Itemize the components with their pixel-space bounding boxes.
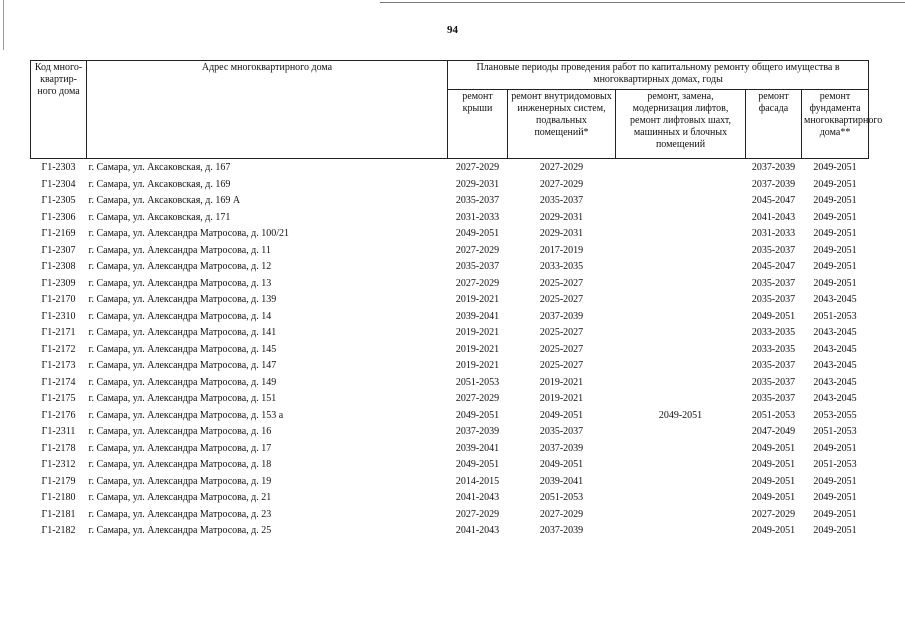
building-code-cell: Г1-2174 [41, 376, 76, 388]
address-cell: г. Самара, ул. Александра Матросова, д. 25 [88, 525, 272, 537]
address-cell: г. Самара, ул. Аксаковская, д. 169 А [88, 195, 241, 207]
systems-period-cell: 2039-2041 [539, 475, 584, 487]
building-code-cell: Г1-2312 [41, 459, 76, 471]
building-code-cell: Г1-2181 [41, 508, 76, 520]
header-planned-periods: Плановые периоды проведения работ по капитальному ремонту общего имущества в многоквартирных домах, годы [448, 61, 869, 90]
table-row [31, 177, 869, 194]
lifts-period-cell [616, 375, 746, 392]
table-row [31, 342, 869, 359]
lifts-period-cell [616, 523, 746, 540]
building-code-cell: Г1-2180 [41, 492, 76, 504]
roof-period-cell: 2049-2051 [455, 228, 500, 240]
lifts-period-cell [616, 490, 746, 507]
facade-period-cell: 2027-2029 [751, 508, 796, 520]
lifts-period-cell: 2049-2051 [658, 409, 703, 421]
systems-period-cell: 2037-2039 [539, 310, 584, 322]
table-row [31, 309, 869, 326]
systems-period-cell: 2027-2029 [539, 178, 584, 190]
facade-period-cell: 2035-2037 [751, 393, 796, 405]
systems-period-cell: 2019-2021 [539, 376, 584, 388]
address-cell: г. Самара, ул. Александра Матросова, д. 23 [88, 508, 272, 520]
systems-period-cell: 2029-2031 [539, 228, 584, 240]
roof-period-cell: 2051-2053 [455, 376, 500, 388]
lifts-period-cell [616, 391, 746, 408]
facade-period-cell: 2045-2047 [751, 195, 796, 207]
foundation-period-cell: 2043-2045 [813, 376, 857, 388]
table-row [31, 457, 869, 474]
systems-period-cell: 2029-2031 [539, 211, 584, 223]
facade-period-cell: 2049-2051 [751, 310, 796, 322]
address-cell: г. Самара, ул. Александра Матросова, д. 14 [88, 310, 272, 322]
systems-period-cell: 2035-2037 [539, 195, 584, 207]
table-row [31, 243, 869, 260]
table-row [31, 276, 869, 293]
roof-period-cell: 2037-2039 [455, 426, 500, 438]
table-row [31, 507, 869, 524]
lifts-period-cell [616, 309, 746, 326]
table-row [31, 226, 869, 243]
lifts-period-cell [616, 325, 746, 342]
building-code-cell: Г1-2172 [41, 343, 76, 355]
building-code-cell: Г1-2179 [41, 475, 76, 487]
roof-period-cell: 2031-2033 [455, 211, 500, 223]
facade-period-cell: 2051-2053 [751, 409, 796, 421]
facade-period-cell: 2035-2037 [751, 277, 796, 289]
roof-period-cell: 2027-2029 [455, 277, 500, 289]
foundation-period-cell: 2043-2045 [813, 327, 857, 339]
roof-period-cell: 2049-2051 [455, 459, 500, 471]
table-body [31, 159, 869, 540]
foundation-period-cell: 2049-2051 [813, 442, 857, 454]
building-code-cell: Г1-2171 [41, 327, 76, 339]
header-engineering-systems-repair: ремонт внутридомовых инженерных систем, подвальных помещений* [508, 90, 616, 159]
foundation-period-cell: 2049-2051 [813, 162, 857, 174]
foundation-period-cell: 2051-2053 [813, 459, 857, 471]
building-code-cell: Г1-2176 [41, 409, 76, 421]
lifts-period-cell [616, 358, 746, 375]
roof-period-cell: 2019-2021 [455, 343, 500, 355]
table-row [31, 259, 869, 276]
systems-period-cell: 2017-2019 [539, 244, 584, 256]
lifts-period-cell [616, 457, 746, 474]
address-cell: г. Самара, ул. Александра Матросова, д. 139 [88, 294, 277, 306]
foundation-period-cell: 2053-2055 [813, 409, 857, 421]
lifts-period-cell [616, 210, 746, 227]
systems-period-cell: 2033-2035 [539, 261, 584, 273]
systems-period-cell: 2051-2053 [539, 492, 584, 504]
foundation-period-cell: 2051-2053 [813, 310, 857, 322]
facade-period-cell: 2037-2039 [751, 162, 796, 174]
building-code-cell: Г1-2311 [41, 426, 76, 438]
systems-period-cell: 2025-2027 [539, 294, 584, 306]
address-cell: г. Самара, ул. Александра Матросова, д. 16 [88, 426, 272, 438]
facade-period-cell: 2033-2035 [751, 343, 796, 355]
lifts-period-cell [616, 243, 746, 260]
foundation-period-cell: 2049-2051 [813, 228, 857, 240]
address-cell: г. Самара, ул. Александра Матросова, д. 145 [88, 343, 277, 355]
address-cell: г. Самара, ул. Александра Матросова, д. 141 [88, 327, 277, 339]
foundation-period-cell: 2049-2051 [813, 211, 857, 223]
facade-period-cell: 2035-2037 [751, 294, 796, 306]
roof-period-cell: 2035-2037 [455, 261, 500, 273]
table-row [31, 358, 869, 375]
facade-period-cell: 2035-2037 [751, 360, 796, 372]
facade-period-cell: 2047-2049 [751, 426, 796, 438]
facade-period-cell: 2037-2039 [751, 178, 796, 190]
systems-period-cell: 2037-2039 [539, 525, 584, 537]
roof-period-cell: 2019-2021 [455, 327, 500, 339]
address-cell: г. Самара, ул. Аксаковская, д. 171 [88, 211, 231, 223]
building-code-cell: Г1-2170 [41, 294, 76, 306]
facade-period-cell: 2049-2051 [751, 442, 796, 454]
roof-period-cell: 2039-2041 [455, 310, 500, 322]
foundation-period-cell: 2051-2053 [813, 426, 857, 438]
roof-period-cell: 2019-2021 [455, 294, 500, 306]
roof-period-cell: 2035-2037 [455, 195, 500, 207]
facade-period-cell: 2045-2047 [751, 261, 796, 273]
building-code-cell: Г1-2182 [41, 525, 76, 537]
building-code-cell: Г1-2304 [41, 178, 76, 190]
lifts-period-cell [616, 159, 746, 177]
roof-period-cell: 2029-2031 [455, 178, 500, 190]
systems-period-cell: 2025-2027 [539, 343, 584, 355]
table-row [31, 408, 869, 425]
foundation-period-cell: 2043-2045 [813, 343, 857, 355]
foundation-period-cell: 2049-2051 [813, 244, 857, 256]
address-cell: г. Самара, ул. Александра Матросова, д. 149 [88, 376, 277, 388]
building-code-cell: Г1-2305 [41, 195, 76, 207]
address-cell: г. Самара, ул. Аксаковская, д. 167 [88, 162, 231, 174]
foundation-period-cell: 2049-2051 [813, 195, 857, 207]
roof-period-cell: 2014-2015 [455, 475, 500, 487]
building-code-cell: Г1-2310 [41, 310, 76, 322]
table-row [31, 474, 869, 491]
systems-period-cell: 2025-2027 [539, 327, 584, 339]
address-cell: г. Самара, ул. Александра Матросова, д. 153 а [88, 409, 284, 421]
facade-period-cell: 2049-2051 [751, 525, 796, 537]
table-row [31, 441, 869, 458]
roof-period-cell: 2019-2021 [455, 360, 500, 372]
table-row [31, 391, 869, 408]
address-cell: г. Самара, ул. Александра Матросова, д. 147 [88, 360, 277, 372]
address-cell: г. Самара, ул. Александра Матросова, д. 100/21 [88, 228, 290, 240]
lifts-period-cell [616, 193, 746, 210]
systems-period-cell: 2027-2029 [539, 162, 584, 174]
roof-period-cell: 2041-2043 [455, 492, 500, 504]
address-cell: г. Самара, ул. Александра Матросова, д. 21 [88, 492, 272, 504]
facade-period-cell: 2035-2037 [751, 244, 796, 256]
header-foundation-repair: ремонт фундамента многоквартирного дома** [802, 90, 869, 159]
lifts-period-cell [616, 292, 746, 309]
systems-period-cell: 2019-2021 [539, 393, 584, 405]
foundation-period-cell: 2049-2051 [813, 508, 857, 520]
systems-period-cell: 2025-2027 [539, 360, 584, 372]
facade-period-cell: 2049-2051 [751, 475, 796, 487]
facade-period-cell: 2035-2037 [751, 376, 796, 388]
header-facade-repair: ремонт фасада [746, 90, 802, 159]
address-cell: г. Самара, ул. Александра Матросова, д. 12 [88, 261, 272, 273]
lifts-period-cell [616, 342, 746, 359]
foundation-period-cell: 2043-2045 [813, 360, 857, 372]
building-code-cell: Г1-2169 [41, 228, 76, 240]
lifts-period-cell [616, 226, 746, 243]
lifts-period-cell [616, 441, 746, 458]
table-row [31, 523, 869, 540]
table-row [31, 325, 869, 342]
roof-period-cell: 2041-2043 [455, 525, 500, 537]
facade-period-cell: 2049-2051 [751, 459, 796, 471]
lifts-period-cell [616, 177, 746, 194]
systems-period-cell: 2037-2039 [539, 442, 584, 454]
address-cell: г. Самара, ул. Александра Матросова, д. 19 [88, 475, 272, 487]
header-address: Адрес многоквартирного дома [87, 61, 448, 159]
facade-period-cell: 2033-2035 [751, 327, 796, 339]
address-cell: г. Самара, ул. Александра Матросова, д. 17 [88, 442, 272, 454]
lifts-period-cell [616, 424, 746, 441]
facade-period-cell: 2049-2051 [751, 492, 796, 504]
address-cell: г. Самара, ул. Аксаковская, д. 169 [88, 178, 231, 190]
address-cell: г. Самара, ул. Александра Матросова, д. 151 [88, 393, 277, 405]
building-code-cell: Г1-2178 [41, 442, 76, 454]
foundation-period-cell: 2049-2051 [813, 492, 857, 504]
lifts-period-cell [616, 259, 746, 276]
lifts-period-cell [616, 507, 746, 524]
building-code-cell: Г1-2303 [41, 162, 76, 174]
facade-period-cell: 2031-2033 [751, 228, 796, 240]
table-row [31, 159, 869, 177]
roof-period-cell: 2049-2051 [455, 409, 500, 421]
building-code-cell: Г1-2306 [41, 211, 76, 223]
roof-period-cell: 2027-2029 [455, 508, 500, 520]
foundation-period-cell: 2049-2051 [813, 178, 857, 190]
page-number: 94 [447, 24, 458, 36]
roof-period-cell: 2027-2029 [455, 244, 500, 256]
roof-period-cell: 2027-2029 [455, 162, 500, 174]
header-building-code: Код много-квартир-ного дома [31, 61, 87, 159]
building-code-cell: Г1-2173 [41, 360, 76, 372]
systems-period-cell: 2049-2051 [539, 459, 584, 471]
table-row [31, 292, 869, 309]
address-cell: г. Самара, ул. Александра Матросова, д. 18 [88, 459, 272, 471]
header-lift-repair: ремонт, замена, модернизация лифтов, ремонт лифтовых шахт, машинных и блочных помещений [616, 90, 746, 159]
systems-period-cell: 2035-2037 [539, 426, 584, 438]
address-cell: г. Самара, ул. Александра Матросова, д. 11 [88, 244, 271, 256]
capital-repair-schedule-table [30, 60, 883, 540]
roof-period-cell: 2027-2029 [455, 393, 500, 405]
building-code-cell: Г1-2308 [41, 261, 76, 273]
foundation-period-cell: 2049-2051 [813, 525, 857, 537]
foundation-period-cell: 2049-2051 [813, 475, 857, 487]
table-row [31, 424, 869, 441]
table-row [31, 490, 869, 507]
foundation-period-cell: 2049-2051 [813, 277, 857, 289]
foundation-period-cell: 2043-2045 [813, 393, 857, 405]
building-code-cell: Г1-2175 [41, 393, 76, 405]
table-row [31, 193, 869, 210]
foundation-period-cell: 2049-2051 [813, 261, 857, 273]
systems-period-cell: 2049-2051 [539, 409, 584, 421]
facade-period-cell: 2041-2043 [751, 211, 796, 223]
table-row [31, 375, 869, 392]
scan-edge-line [380, 2, 905, 3]
building-code-cell: Г1-2309 [41, 277, 76, 289]
table-row [31, 210, 869, 227]
address-cell: г. Самара, ул. Александра Матросова, д. 13 [88, 277, 272, 289]
lifts-period-cell [616, 276, 746, 293]
roof-period-cell: 2039-2041 [455, 442, 500, 454]
systems-period-cell: 2025-2027 [539, 277, 584, 289]
building-code-cell: Г1-2307 [41, 244, 76, 256]
systems-period-cell: 2027-2029 [539, 508, 584, 520]
lifts-period-cell [616, 474, 746, 491]
header-roof-repair: ремонт крыши [448, 90, 508, 159]
foundation-period-cell: 2043-2045 [813, 294, 857, 306]
